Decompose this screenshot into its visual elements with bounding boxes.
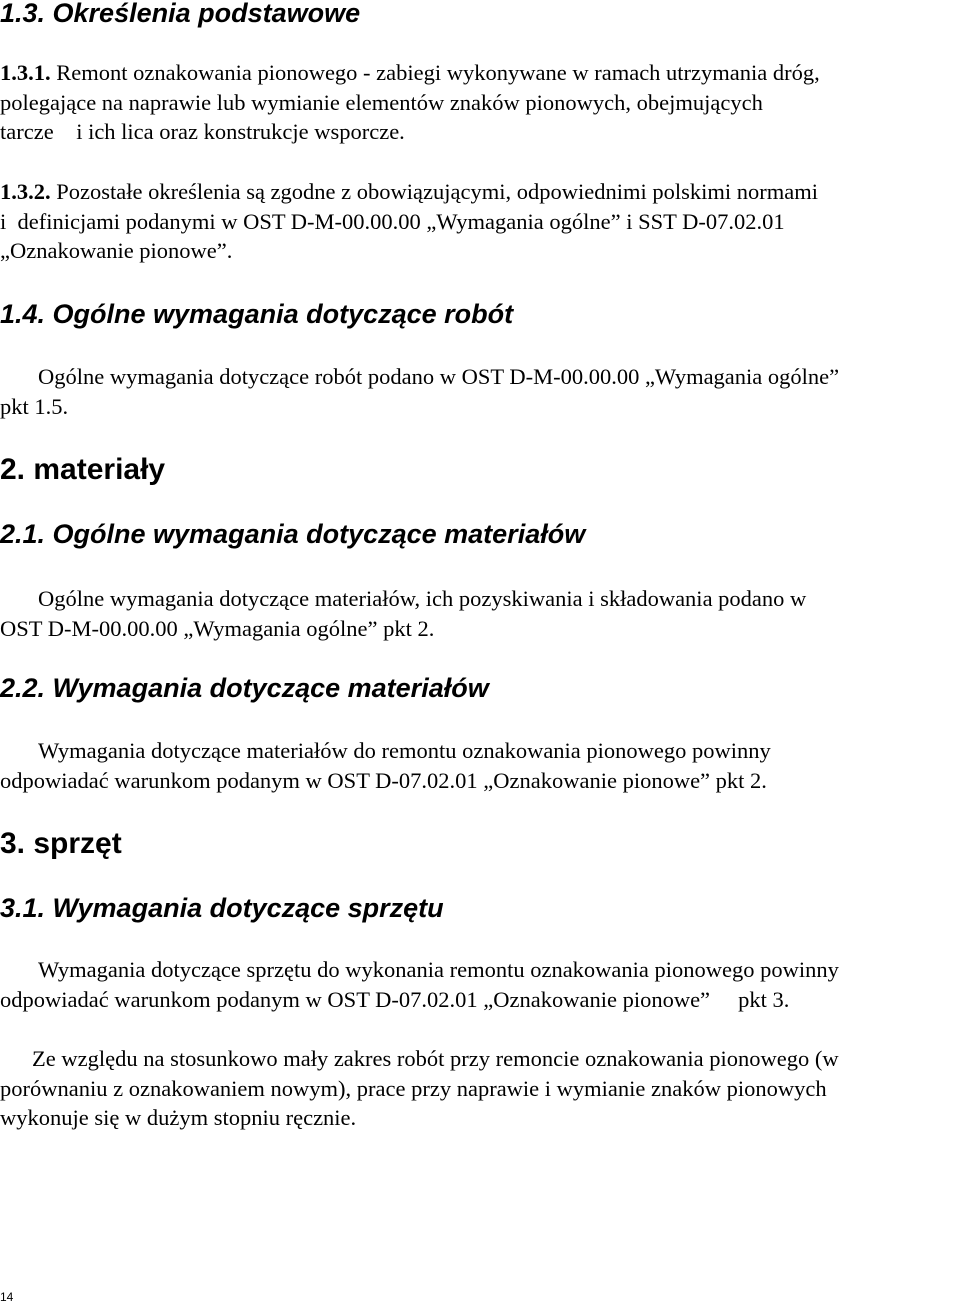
paragraph-2-2 <box>0 736 960 795</box>
section-heading-1-4: 1.4. Ogólne wymagania dotyczące robót <box>0 299 514 329</box>
paragraph-line: Wymagania dotyczące sprzętu do wykonania remontu oznakowania pionowego powinny <box>38 957 839 982</box>
item-number: 1.3.1. <box>0 60 51 85</box>
paragraph-line: „Oznakowanie pionowe”. <box>0 238 233 263</box>
chapter-heading-3: 3. sprzęt <box>0 827 122 860</box>
paragraph-line: odpowiadać warunkom podanym w OST D-07.02.01 „Oznakowanie pionowe” pkt 2. <box>0 767 767 793</box>
paragraph-line: Ogólne wymagania dotyczące robót podano w OST D-M-00.00.00 „Wymagania ogólne” <box>38 364 840 389</box>
section-heading-2-2: 2.2. Wymagania dotyczące materiałów <box>0 673 489 703</box>
section-heading-3-1: 3.1. Wymagania dotyczące sprzętu <box>0 893 444 923</box>
paragraph-line: odpowiadać warunkom podanym w OST D-07.02.01 „Oznakowanie pionowe” pkt 3. <box>0 986 790 1012</box>
item-number: 1.3.2. <box>0 179 51 204</box>
paragraph-1-3-2 <box>0 177 960 266</box>
paragraph-line: 1.3.1. Remont oznakowania pionowego - zabiegi wykonywane w ramach utrzymania dróg, <box>0 60 820 85</box>
paragraph-line: Ogólne wymagania dotyczące materiałów, ich pozyskiwania i składowania podano w <box>38 586 807 611</box>
chapter-heading-2: 2. materiały <box>0 453 166 486</box>
paragraph-line: polegające na naprawie lub wymianie elementów znaków pionowych, obejmujących <box>0 89 763 115</box>
paragraph-line: tarcze i ich lica oraz konstrukcje wsporcze. <box>0 119 405 144</box>
paragraph-line: porównaniu z oznakowaniem nowym), prace przy naprawie i wymianie znaków pionowych <box>0 1075 827 1101</box>
paragraph-line: OST D-M-00.00.00 „Wymagania ogólne” pkt 2. <box>0 615 435 641</box>
paragraph-1-3-1 <box>0 58 960 147</box>
paragraph-line: Wymagania dotyczące materiałów do remontu oznakowania pionowego powinny <box>38 738 771 763</box>
paragraph-line: i definicjami podanymi w OST D-M-00.00.00 „Wymagania ogólne” i SST D-07.02.01 <box>0 208 785 234</box>
paragraph-3-1-note <box>0 1044 960 1133</box>
paragraph-1-4 <box>0 362 960 421</box>
section-heading-2-1: 2.1. Ogólne wymagania dotyczące materiałów <box>0 519 586 549</box>
paragraph-line: Ze względu na stosunkowo mały zakres robót przy remoncie oznakowania pionowego (w <box>32 1046 839 1071</box>
page-number: 14 <box>0 1290 14 1304</box>
paragraph-line: wykonuje się w dużym stopniu ręcznie. <box>0 1105 357 1130</box>
paragraph-3-1 <box>0 955 960 1014</box>
paragraph-line: 1.3.2. Pozostałe określenia są zgodne z obowiązującymi, odpowiednimi polskimi normami <box>0 179 818 204</box>
paragraph-line: pkt 1.5. <box>0 393 69 419</box>
paragraph-2-1 <box>0 584 960 643</box>
section-heading-1-3: 1.3. Określenia podstawowe <box>0 0 361 28</box>
